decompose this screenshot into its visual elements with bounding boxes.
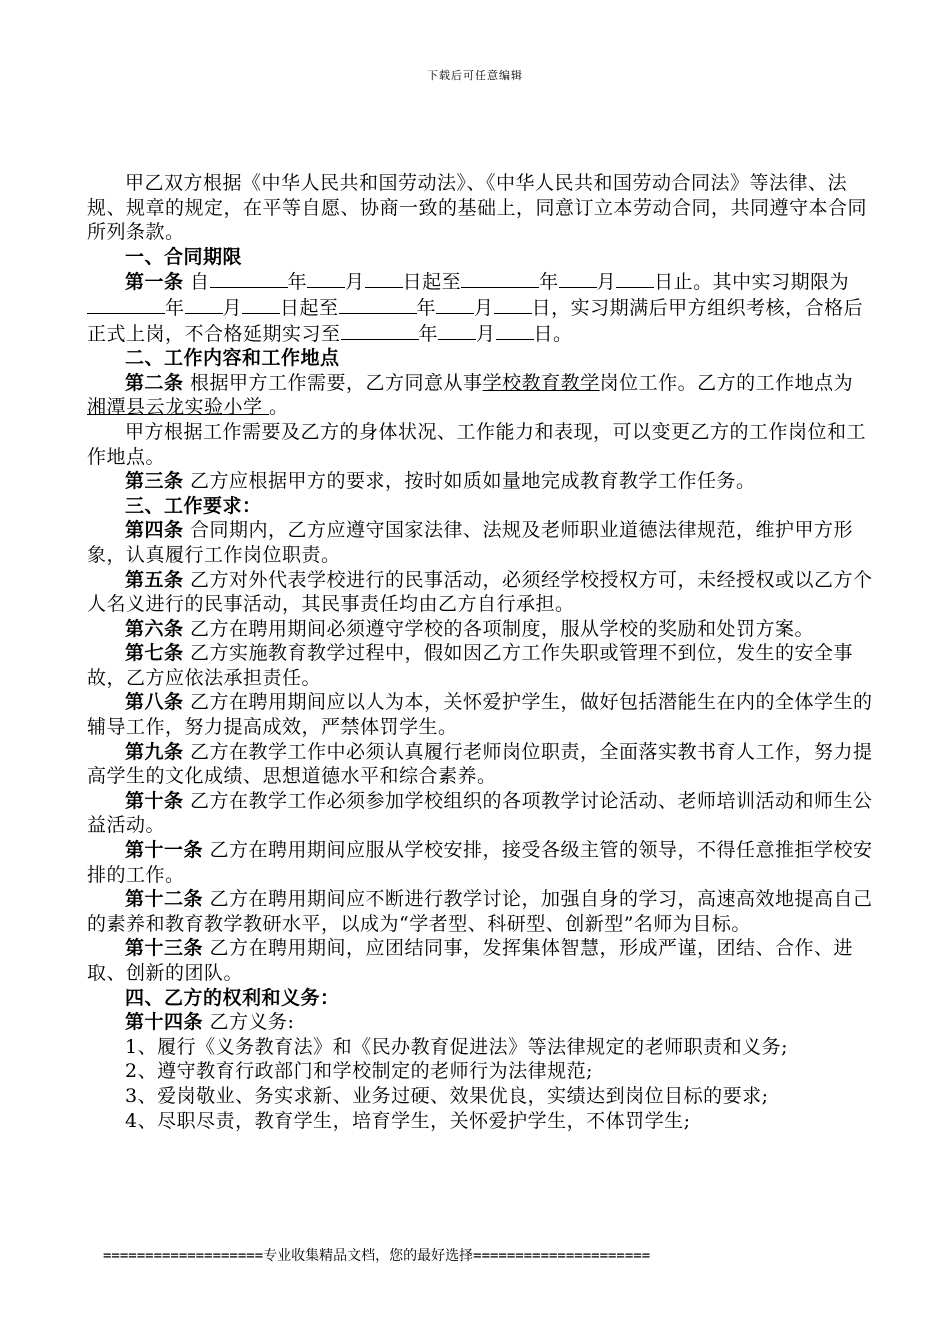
article-12: 第十二条 乙方在聘用期间应不断进行教学讨论，加强自身的学习，高速高效地提高自己的素养和教育教学教研水平，以成为“学者型、科研型、创新型”名师为目标。 [87, 888, 873, 935]
blank-field [339, 295, 417, 314]
blank-field [185, 295, 223, 314]
blank-field [210, 269, 288, 288]
article-13: 第十三条 乙方在聘用期间，应团结同事，发挥集体智慧，形成严谨，团结、合作、进取、创新的团队。 [87, 937, 854, 984]
article-5: 第五条 乙方对外代表学校进行的民事活动，必须经学校授权方可，未经授权或以乙方个人名义进行的民事活动，其民事责任均由乙方自行承担。 [87, 568, 873, 616]
list-item: 1、履行《义务教育法》和《民办教育促进法》等法律规定的老师职责和义务; [125, 1035, 788, 1058]
page-header: 下载后可任意编辑 [427, 69, 523, 82]
section-heading-2: 二、工作内容和工作地点 [125, 347, 340, 370]
blank-field [559, 269, 597, 288]
article-3: 第三条 乙方应根据甲方的要求，按时如质如量地完成教育教学工作任务。 [125, 470, 756, 493]
article-7: 第七条 乙方实施教育教学过程中，假如因乙方工作失职或管理不到位，发生的安全事故，乙方应依法承担责任。 [87, 642, 854, 689]
blank-field [307, 269, 345, 288]
blank-field [242, 295, 280, 314]
article-11: 第十一条 乙方在聘用期间应服从学校安排，接受各级主管的领导，不得任意推拒学校安排的工作。 [87, 839, 873, 886]
blank-field [365, 269, 403, 288]
blank-field [438, 321, 476, 340]
blank-field [461, 269, 539, 288]
article-label: 第一条 [125, 271, 184, 294]
article-6: 第六条 乙方在聘用期间必须遵守学校的各项制度，服从学校的奖励和处罚方案。 [125, 617, 815, 640]
article-9: 第九条 乙方在教学工作中必须认真履行老师岗位职责，全面落实教书育人工作，努力提高学生的文化成绩、思想道德水平和综合素养。 [87, 740, 873, 788]
article-8: 第八条 乙方在聘用期间应以人为本，关怀爱护学生，做好包括潜能生在内的全体学生的辅导工作，努力提高成效，严禁体罚学生。 [87, 691, 873, 739]
page-footer: ===================专业收集精品文档，您的最好选择===================== [103, 1248, 651, 1264]
article-1: 第一条 自 年 月 日起至 年 月 日止。其中实习期限为年 月 日起至 年 月 日，实习期满后甲方组织考核，合格后正式上岗，不合格延期实习至 年 月 日。 [87, 271, 864, 345]
blank-field [496, 321, 534, 340]
blank-field [616, 269, 654, 288]
intro-paragraph: 甲乙双方根据《中华人民共和国劳动法》、《中华人民共和国劳动合同法》等法律、法规、规章的规定，在平等自愿、协商一致的基础上，同意订立本劳动合同，共同遵守本合同所列条款。 [87, 172, 868, 244]
list-item: 2、遵守教育行政部门和学校制定的老师行为法律规范; [125, 1060, 593, 1083]
job-position: 学校教育教学 [482, 371, 600, 394]
blank-field [87, 295, 165, 314]
blank-field [436, 295, 474, 314]
work-location: 湘潭县云龙实验小学 [87, 396, 270, 419]
article-2: 第二条 根据甲方工作需要，乙方同意从事学校教育教学岗位工作。乙方的工作地点为 湘潭县云龙实验小学 。 [87, 371, 854, 419]
article-4: 第四条 合同期内，乙方应遵守国家法律、法规及老师职业道德法律规范，维护甲方形象，认真履行工作岗位职责。 [87, 519, 854, 566]
blank-field [494, 295, 532, 314]
article-10: 第十条 乙方在教学工作必须参加学校组织的各项教学讨论活动、老师培训活动和师生公益活动。 [87, 789, 873, 837]
list-item: 3、爱岗敬业、务实求新、业务过硬、效果优良，实绩达到岗位目标的要求; [125, 1084, 769, 1107]
section-heading-1: 一、合同期限 [125, 245, 243, 268]
blank-field [341, 321, 419, 340]
article-14: 第十四条 乙方义务: [125, 1011, 295, 1034]
list-item: 4、尽职尽责，教育学生，培育学生，关怀爱护学生，不体罚学生; [125, 1109, 691, 1132]
section-heading-4: 四、乙方的权利和义务： [125, 986, 340, 1009]
contract-body [87, 171, 877, 1133]
section-heading-3: 三、工作要求： [125, 494, 262, 517]
article-2-paragraph-2: 甲方根据工作需要及乙方的身体状况、工作能力和表现，可以变更乙方的工作岗位和工作地点。 [87, 420, 867, 468]
